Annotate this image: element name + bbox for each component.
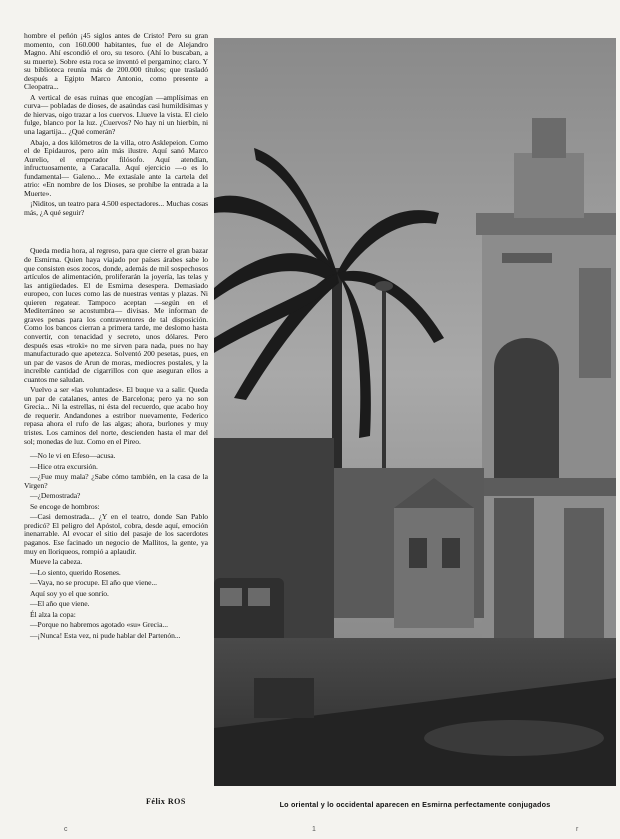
page-mark-right: r <box>576 826 579 833</box>
dialogue-line: —Casi demostrada... ¿Y en el teatro, donde San Pablo predicó? El peligro del Apóstol, cobra, desde aquí, emoción inenarrable. Al evocar el sitio del pasaje de los sacerdotes paganos. Ese facinado un negocio de Mallitos, la gente, ya muy en lloriqueos, rompió a aplaudir. <box>24 512 208 556</box>
dialogue-line: —¡Nunca! Esta vez, ni pude hablar del Partenón... <box>30 630 181 640</box>
dialogue-line: Se encoge de hombros: <box>30 501 100 511</box>
dialogue-line: Aquí soy yo el que sonrío. <box>30 588 109 598</box>
section-gap <box>24 219 208 247</box>
article-paragraph: ¡Niditos, un teatro para 4.500 espectadores... Muchas cosas más, ¿A qué seguir? <box>24 199 208 217</box>
dialogue-line: Él alza la copa: <box>30 609 76 619</box>
dialogue-line: —Hice otra excursión. <box>30 461 98 471</box>
page-mark-left: c <box>64 826 68 833</box>
article-paragraph: Abajo, a dos kilómetros de la villa, otro Asklepeion. Como el de Epidauros, pero aún más ilustre. Aquí sanó Marco Aurelio, el emperador filósofo. Aquí atendían, infructuosamente, a Caracalla. Aquí ejercicio —o es lo fundamental— Galeno... Me extasíale ante la cartela del atrio: «En nombre de los Dioses, se prohíbe la entrada a la Muerte». <box>24 137 208 198</box>
article-paragraph: Queda media hora, al regreso, para que cierre el gran bazar de Esmirna. Quien haya viajado por países árabes sabe lo que consisten esos zocos, donde, además de mil sospechosos artículos de alimentación, proliferarán la joyería, las telas y las antigüedades. El de Esmirna desespera. Demasiado europeo, con luces como las de nuestras ventas y plazas. Ni quieren regatear. Tampoco aceptan —según en el Mediterráneo se acostumbra— divisas. Me informan de graves penas para los contraventores de tal disposición. Como los bancos cierran a primera tarde, me deslomo hasta convertir, con tenacidad y secreto, unos dólares. Pero después esas «troki» no me sirven para nada, pues no hay manufacturado que apetezca. Solventó 200 pesetas, pues, en un par de vasos de Arun de moras, mediocres postales, y la increíble cantidad de cigarrillos con que aseguran ellos a cuantos me saludan. <box>24 246 208 384</box>
dialogue-line: —¿Demostrada? <box>30 491 81 501</box>
author-byline: Félix ROS <box>146 797 186 806</box>
dialogue-line: —Lo siento, querido Rosenes. <box>30 567 121 577</box>
article-paragraph: Vuelvo a ser «las voluntades». El buque va a salir. Queda un par de catalanes, antes de Barcelona; pero ya no son Grecia... Ni la estrellas, ni ésta del recuerdo, que acabo hoy de requerir. Andandones a estribor nuevamente, Federico repasa ahora el rufo de las algas; ahora, burlones y muy tristes. Los caminos del norte, descienden hasta el mar del sol; monedas de luz. Como en el Pireo. <box>24 385 208 446</box>
street-photo <box>214 38 616 786</box>
article-paragraph: A vertical de esas ruinas que encogían —amplísimas en curva— pobladas de dioses, de asaúndas casi humildísimas y de hiervas, oigo trazar a los cuervos. Llueve la vista. El cielo fulge, blanco por la luz. ¿Cuervos? No hay ni un hierbín, ni una lagartija... ¿Qué comerán? <box>24 92 208 137</box>
dialogue-line: —No le vi en Efeso—acusa. <box>30 451 116 461</box>
dialogue-line: —¿Fue muy mala? ¿Sabe cómo también, en la casa de la Virgen? <box>24 472 208 490</box>
photo-caption: Lo oriental y lo occidental aparecen en Esmirna perfectamente conjugados <box>279 800 551 809</box>
article-column <box>24 32 208 642</box>
dialogue-line: Mueve la cabeza. <box>30 557 83 567</box>
page-mark-middle: 1 <box>312 826 316 833</box>
article-paragraph: hombre el peñón ¡45 siglos antes de Cristo! Pero su gran momento, con 160.000 habitantes, fue el de Alejandro Magno. Ahí escondió el oro, su tesoro. (Ahí lo buscaban, a su muerte). Sobre esta roca se inventó el pergamino; claro. Y su biblioteca reunía más de 200.000 títulos; que trasladó después a Egipto Marco Antonio, como presente a Cleopatra... <box>24 31 208 92</box>
dialogue-line: —Vaya, no se procupe. El año que viene... <box>30 578 158 588</box>
dialogue-line: —Porque no habremos agotado «su» Grecia... <box>30 620 168 630</box>
dialogue-line: —El año que viene. <box>30 599 90 609</box>
